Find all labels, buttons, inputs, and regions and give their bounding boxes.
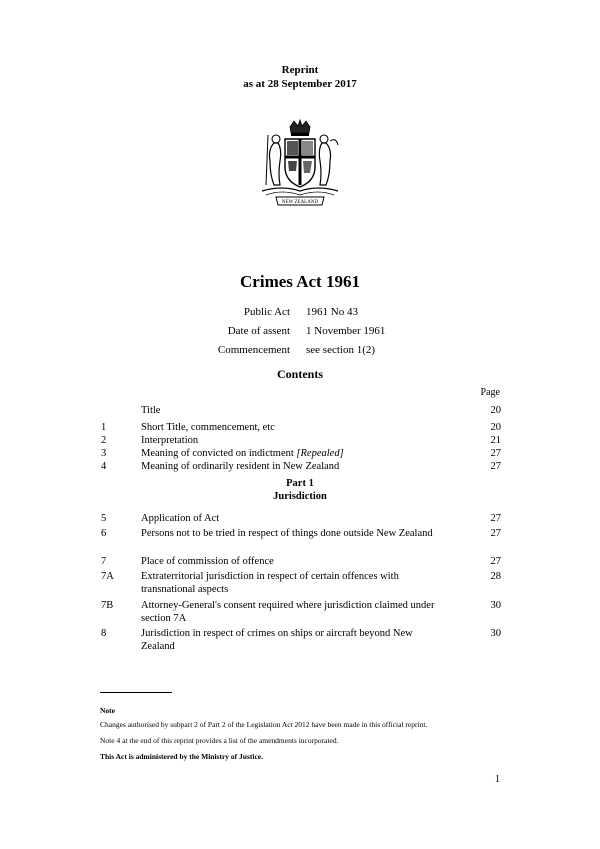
toc-number: 4: [101, 461, 107, 472]
meta-value: 1961 No 43: [306, 306, 358, 318]
toc-title: Extraterritorial jurisdiction in respect of certain offences with transnational aspects: [141, 571, 399, 595]
nz-coat-of-arms-icon: [252, 119, 348, 211]
toc-title-text: Meaning of convicted on indictment: [141, 448, 294, 459]
toc-page: 27: [490, 556, 501, 567]
toc-number: 1: [101, 422, 107, 433]
toc-title: Application of Act: [141, 513, 220, 524]
meta-value: see section 1(2): [306, 344, 376, 356]
page-number: 1: [495, 774, 500, 785]
toc-page: 27: [490, 461, 501, 472]
note-heading: Note: [100, 706, 115, 715]
reprint-label: Reprint: [281, 64, 319, 76]
reprint-header: [0, 63, 600, 91]
footnote-divider: [100, 692, 172, 693]
meta-row-commencement: [150, 344, 450, 363]
toc-title: Title: [141, 405, 161, 416]
administered-by: This Act is administered by the Ministry of Justice.: [100, 752, 263, 761]
part-name: Jurisdiction: [273, 491, 327, 502]
repealed-label: [Repealed]: [296, 448, 344, 459]
toc-title: Jurisdiction in respect of crimes on ships or aircraft beyond New Zealand: [141, 628, 413, 652]
toc-number: 8: [101, 628, 107, 639]
toc-title: Place of commission of offence: [141, 556, 274, 567]
toc-title: Interpretation: [141, 435, 199, 446]
toc-page: 28: [490, 571, 501, 582]
toc-page: 27: [490, 448, 501, 459]
contents-heading: Contents: [276, 367, 323, 381]
meta-label: Commencement: [217, 344, 290, 356]
toc-number: 2: [101, 435, 107, 446]
note-line: Note 4 at the end of this reprint provides a list of the amendments incorporated.: [100, 736, 339, 745]
toc-title: [141, 447, 441, 460]
toc-page: 20: [490, 405, 501, 416]
act-metadata: [150, 306, 450, 363]
toc-number: 7B: [101, 600, 114, 611]
crest-banner-text: NEW ZEALAND: [281, 200, 319, 205]
toc-page: 27: [490, 513, 501, 524]
toc-number: 6: [101, 528, 107, 539]
toc-page: 30: [490, 628, 501, 639]
meta-row-public-act: [150, 306, 450, 325]
toc-title: Attorney-General's consent required where jurisdiction claimed under section 7A: [141, 600, 435, 624]
page-column-heading: Page: [480, 387, 500, 398]
reprint-date: as at 28 September 2017: [243, 78, 357, 90]
act-title: Crimes Act 1961: [240, 272, 360, 291]
toc-number: 3: [101, 448, 107, 459]
toc-page: 27: [490, 528, 501, 539]
toc-number: 5: [101, 513, 107, 524]
toc-title: Meaning of ordinarily resident in New Zealand: [141, 461, 340, 472]
toc-page: 30: [490, 600, 501, 611]
toc-page: 20: [490, 422, 501, 433]
meta-row-date-of-assent: [150, 325, 450, 344]
part-label: Part 1: [286, 478, 314, 489]
toc-title: Persons not to be tried in respect of things done outside New Zealand: [141, 528, 433, 539]
toc-title: Short Title, commencement, etc: [141, 422, 275, 433]
note-line: Changes authorised by subpart 2 of Part 2 of the Legislation Act 2012 have been made in this official reprint.: [100, 720, 428, 729]
meta-label: Public Act: [243, 306, 290, 318]
meta-label: Date of assent: [227, 325, 290, 337]
meta-value: 1 November 1961: [306, 325, 386, 337]
toc-page: 21: [490, 435, 501, 446]
toc-number: 7: [101, 556, 107, 567]
toc-number: 7A: [101, 571, 114, 582]
